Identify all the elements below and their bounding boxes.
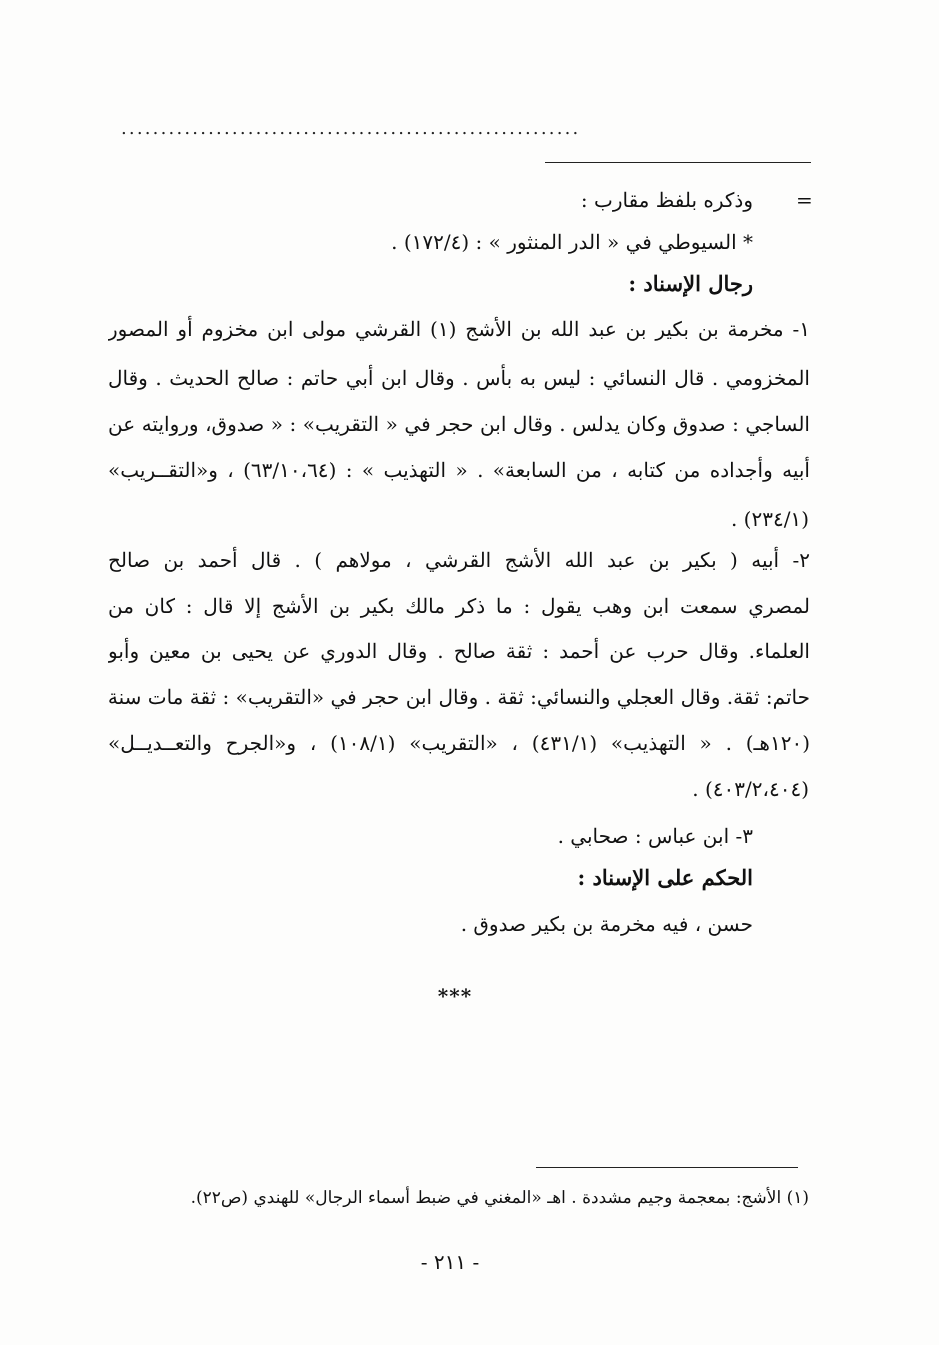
narrator-2-line-5: (١٢٠هـ) . « التهذيب» (٤٣١/١) ، «التقريب» (١٠٨/١) ، و«الجرح والتعــديــل» xyxy=(108,731,810,755)
page-number: - ٢١١ - xyxy=(420,1250,480,1274)
source-line: * السيوطي في « الدر المنثور » : (١٧٢/٤) . xyxy=(391,230,753,254)
intro-line: وذكره بلفظ مقارب : xyxy=(580,188,753,212)
narrator-2-last-line: (٤٠٣/٢،٤٠٤) . xyxy=(692,777,809,801)
heading-hukm: الحكم على الإسناد : xyxy=(577,865,753,890)
narrator-1-line-2: المخزومي . قال النسائي : ليس به بأس . وقال ابن أبي حاتم : صالح الحديث . وقال xyxy=(108,366,810,390)
narrator-1-line-1: ١- مخرمة بن بكير بن عبد الله بن الأشج (١) القرشي مولى ابن مخزوم أو المصور xyxy=(108,317,810,341)
heading-rijal: رجال الإسناد : xyxy=(628,271,753,296)
narrator-3-line: ٣- ابن عباس : صحابي . xyxy=(557,824,753,848)
verdict-line: حسن ، فيه مخرمة بن بكير صدوق . xyxy=(460,912,753,936)
narrator-1-line-4: أبيه وأجداده من كتابه ، من السابعة» . « التهذيب » : (٦٣/١٠،٦٤) ، و«التقــريب» xyxy=(108,458,810,482)
narrator-2-line-4: حاتم: ثقة. وقال العجلي والنسائي: ثقة . وقال ابن حجر في «التقريب» : ثقة مات سنة xyxy=(108,685,810,709)
narrator-2-line-2: لمصري سمعت ابن وهب يقول : ما ذكر مالك بكير بن الأشج إلا قال : كان من xyxy=(108,594,810,618)
continuation-mark: = xyxy=(796,188,813,212)
narrator-1-line-3: الساجي : صدوق وكان يدلس . وقال ابن حجر في « التقريب» : « صدوق، وروايته عن xyxy=(108,412,810,436)
narrator-2-line-3: العلماء. وقال حرب عن أحمد : ثقة صالح . وقال الدوري عن يحيى بن معين وأبو xyxy=(108,639,810,663)
footnote-rule xyxy=(536,1167,798,1168)
footnote: (١) الأشج: بمعجمة وجيم مشددة . اهـ «المغني في ضبط أسماء الرجال» للهندي (ص٢٢). xyxy=(190,1188,809,1208)
section-stars: *** xyxy=(437,984,473,1008)
top-rule xyxy=(545,162,811,163)
narrator-1-last-line: (٢٣٤/١) . xyxy=(730,507,809,531)
dotted-separator: .......................................................... xyxy=(121,118,581,138)
narrator-2-line-1: ٢- أبيه ( بكير بن عبد الله الأشج القرشي ، مولاهم ) . قال أحمد بن صالح xyxy=(108,548,810,572)
